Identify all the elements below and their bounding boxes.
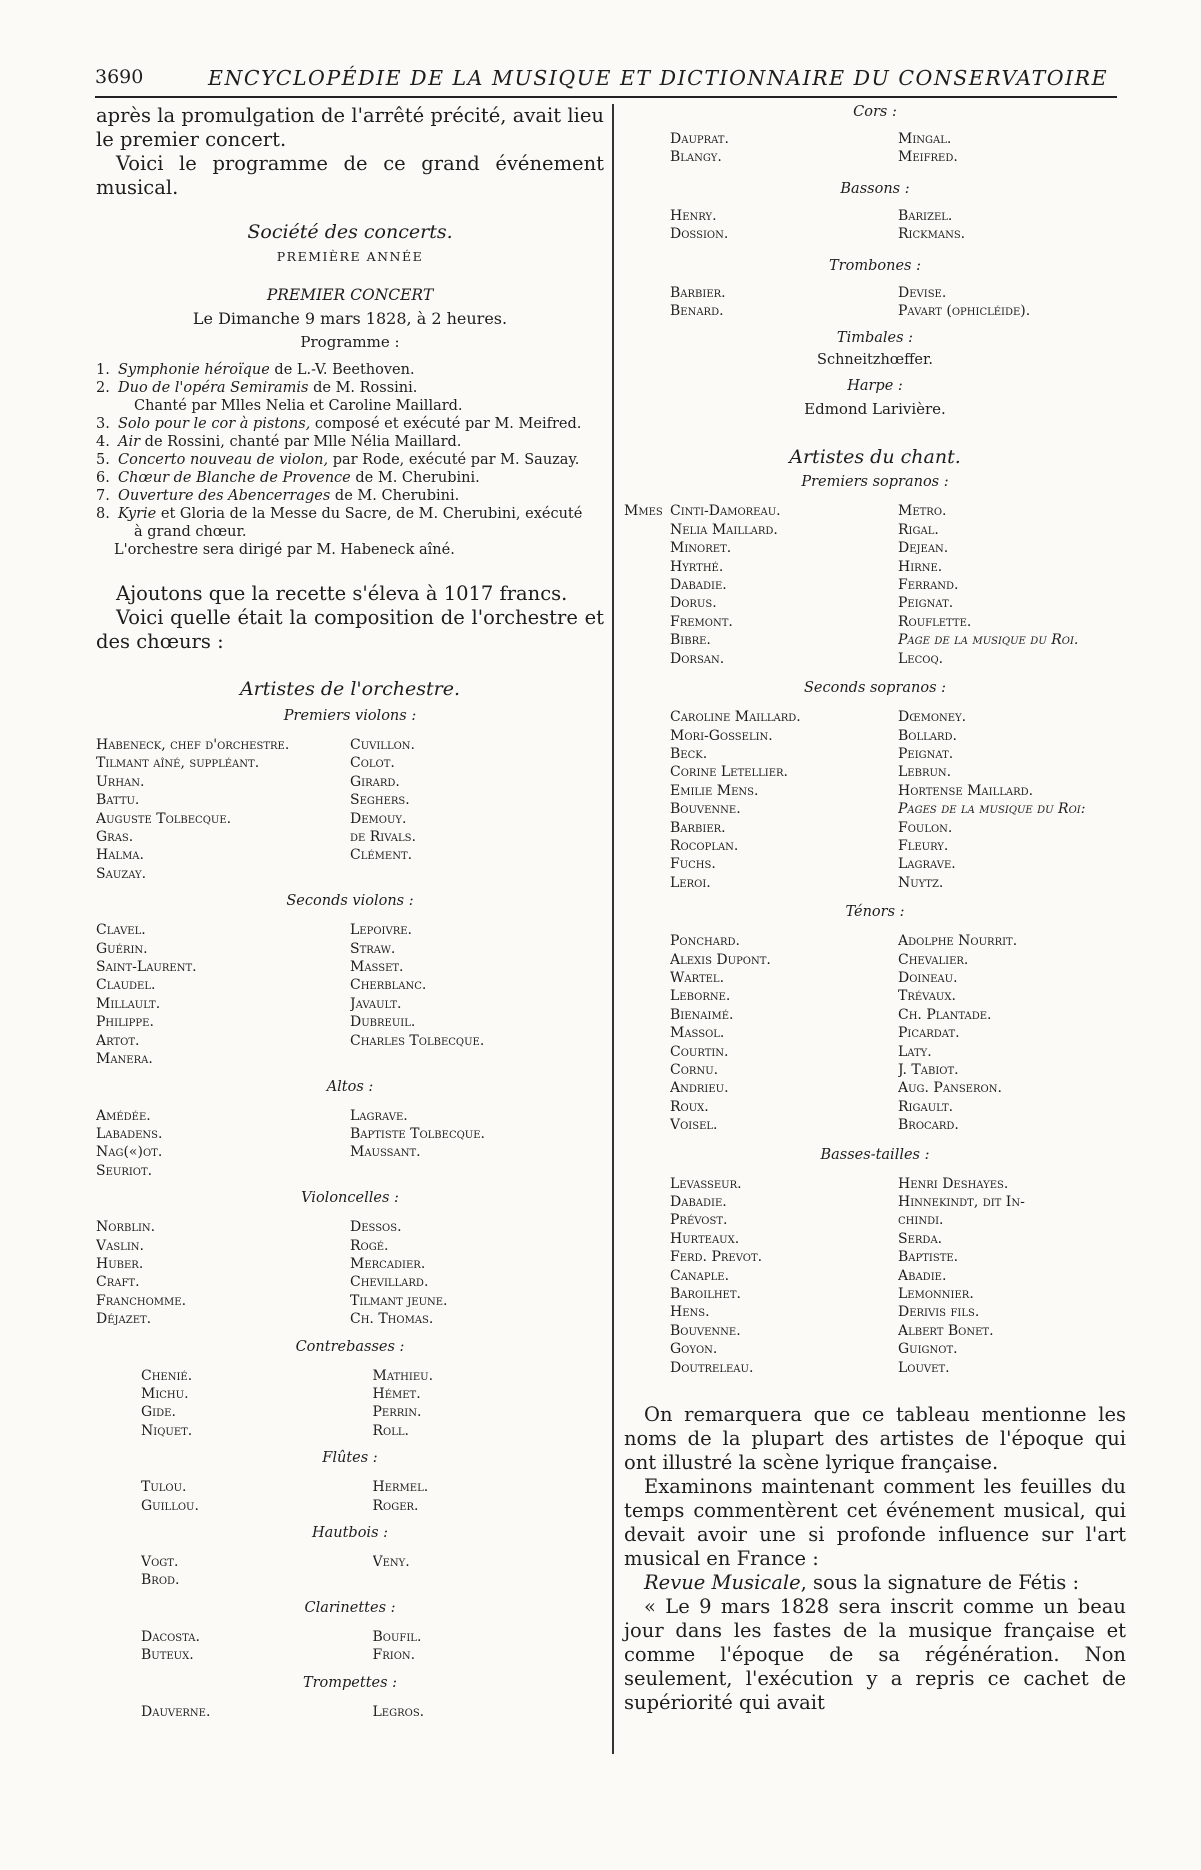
programme-number: 1. [96, 362, 110, 378]
name-grid [96, 1553, 604, 1590]
artist-name: Déjazet. [96, 1311, 152, 1328]
artist-name: Barbier. [670, 819, 726, 836]
artist-name: Leborne. [670, 988, 731, 1005]
chant-title: Artistes du chant. [789, 446, 961, 469]
programme-number: 2. [96, 380, 110, 396]
name-grid [96, 1628, 604, 1665]
artist-name: Masset. [350, 959, 404, 976]
artist-name: Dabadie. [670, 1194, 727, 1211]
name-grid [96, 1478, 604, 1515]
artist-name: Niquet. [141, 1422, 193, 1439]
artist-name: Ponchard. [670, 933, 740, 950]
artist-name: Brocard. [898, 1117, 959, 1134]
artist-name: Blangy. [670, 149, 722, 166]
artist-name: Roll. [372, 1422, 409, 1439]
artist-name: Guérin. [96, 940, 148, 957]
artist-name: Roger. [372, 1497, 419, 1514]
programme-number: 8. [96, 506, 110, 522]
artist-name: Prévost. [670, 1212, 728, 1229]
column-rule [612, 104, 614, 1754]
programme-details: de M. Cherubini. [330, 488, 460, 504]
after-paragraph-1: Ajoutons que la recette s'éleva à 1017 francs. [116, 582, 568, 605]
artist-name: Chevillard. [350, 1274, 429, 1291]
intro-paragraph-2: Voici le programme de ce grand événement musical. [96, 152, 604, 199]
intro-paragraph-1: après la promulgation de l'arrêté précité, avait lieu le premier concert. [96, 104, 604, 151]
artist-name: Henri Deshayes. [898, 1175, 1009, 1192]
section-label: Trombones : [829, 257, 921, 274]
section-label: Premiers sopranos : [801, 474, 949, 491]
artist-name: Hens. [670, 1304, 710, 1321]
name-grid [624, 130, 1126, 167]
section-label: Violoncelles : [301, 1190, 399, 1207]
artist-name: Amédée. [96, 1107, 151, 1124]
artist-name: Baptiste Tolbecque. [350, 1125, 485, 1142]
artist-name: Philippe. [96, 1014, 154, 1031]
artist-name: Doutreleau. [670, 1359, 754, 1376]
artist-name: Seuriot. [96, 1162, 153, 1179]
closing-paragraph [624, 1571, 1126, 1595]
artist-name: Bouvenne. [670, 1322, 741, 1339]
artist-name: Voisel. [670, 1117, 718, 1134]
artist-name: Buteux. [141, 1647, 194, 1664]
artist-name: Rocoplan. [670, 837, 739, 854]
artist-name: Gide. [141, 1404, 176, 1421]
name-grid [624, 708, 1126, 892]
name-grid [96, 1107, 604, 1181]
artist-name [350, 1050, 604, 1068]
section-label: Seconds sopranos : [803, 680, 947, 697]
artist-name: Serda. [898, 1230, 943, 1247]
artist-name: Derivis fils. [898, 1304, 980, 1321]
artist-name: Mingal. [898, 131, 952, 147]
artist-name: Barizel. [898, 207, 953, 224]
timbales-label: Timbales : [836, 330, 914, 347]
running-title: ENCYCLOPÉDIE DE LA MUSIQUE ET DICTIONNAIRE DU CONSERVATOIRE [208, 66, 1109, 90]
artist-name: Craft. [96, 1274, 140, 1291]
artist-name: Cinti-Damoreau. [670, 503, 781, 520]
programme-details: à grand chœur. [134, 524, 247, 540]
artist-name: Leroi. [670, 874, 711, 891]
conductor-line: L'orchestre sera dirigé par M. Habeneck aîné. [114, 542, 455, 558]
artist-name: Beck. [670, 745, 708, 762]
artist-name: Laty. [898, 1043, 932, 1060]
artist-name: Peignat. [898, 595, 954, 612]
concert-title: PREMIER CONCERT [266, 286, 434, 304]
artist-name: Picardat. [898, 1025, 960, 1042]
artist-name: Chevalier. [898, 951, 969, 968]
programme-work-title: Air [118, 434, 141, 450]
artist-name: Rigault. [898, 1098, 954, 1115]
programme-number: 3. [96, 416, 110, 432]
section-label: Trompettes : [302, 1674, 398, 1691]
harpe-label: Harpe : [847, 378, 903, 395]
artist-name: Battu. [96, 792, 140, 809]
artist-name: Brod. [141, 1572, 180, 1589]
closing-paragraph: Examinons maintenant comment les feuilles du temps commentèrent cet événement musical, qui devait avoir une si profonde influence sur l'art musical en France : [624, 1475, 1126, 1571]
name-grid [96, 1218, 604, 1328]
programme-details: de M. Rossini. [308, 380, 418, 396]
artist-name: Clément. [350, 847, 413, 864]
artist-name: Bollard. [898, 727, 957, 744]
artist-name: Sauzay. [96, 865, 147, 882]
programme-details: de M. Cherubini. [350, 470, 480, 486]
artist-name: Seghers. [350, 792, 410, 809]
artist-name: Chenié. [141, 1367, 193, 1384]
programme-details: par Rode, exécuté par M. Sauzay. [328, 452, 580, 468]
artist-name: Rickmans. [898, 226, 966, 243]
artist-name: Girard. [350, 773, 400, 790]
artist-name: Auguste Tolbecque. [96, 810, 232, 827]
programme-label: Programme : [300, 333, 400, 351]
programme-work-title: Duo de l'opéra Semiramis [118, 380, 309, 396]
artist-name: Fleury. [898, 837, 949, 854]
artist-name: Lemonnier. [898, 1286, 974, 1303]
artist-name: Legros. [372, 1703, 425, 1720]
programme-work-title: Concerto nouveau de violon, [118, 452, 329, 468]
artist-name [350, 1162, 604, 1180]
artist-name: Perrin. [372, 1404, 422, 1421]
artist-name: Michu. [141, 1385, 189, 1402]
artist-name: Trévaux. [898, 988, 956, 1005]
artist-name: Dessos. [350, 1219, 402, 1236]
artist-name: Caroline Maillard. [670, 709, 801, 726]
name-grid [624, 502, 1126, 668]
society-year: PREMIÈRE ANNÉE [276, 249, 424, 264]
artist-name: Foulon. [898, 819, 953, 836]
programme-number: 4. [96, 434, 110, 450]
artist-name: Tulou. [141, 1479, 187, 1496]
artist-name: Baptiste. [898, 1249, 959, 1266]
section-label: Flûtes : [322, 1450, 378, 1467]
artist-name: Massol. [670, 1025, 725, 1042]
concert-date: Le Dimanche 9 mars 1828, à 2 heures. [192, 309, 508, 328]
programme-item [96, 397, 604, 415]
artist-name: Dœmoney. [898, 709, 967, 726]
artist-name [350, 865, 604, 883]
artist-name: Vaslin. [96, 1237, 144, 1254]
artist-name: Fremont. [670, 613, 733, 630]
programme-number: 5. [96, 452, 110, 468]
artist-name: Hémet. [372, 1385, 421, 1402]
mesdames-prefix: Mmes [624, 503, 663, 520]
chant-sections [624, 474, 1126, 1377]
artist-name: Colot. [350, 755, 395, 772]
artist-name: Roux. [670, 1098, 709, 1115]
artist-name: Dauprat. [670, 131, 729, 147]
artist-name: Henry. [670, 207, 717, 224]
right-column [624, 104, 1126, 1715]
section-label: Cors : [853, 104, 897, 120]
artist-name: Lagrave. [350, 1107, 408, 1124]
artist-name: Emilie Mens. [670, 782, 759, 799]
artist-name: Hyrthé. [670, 558, 724, 575]
artist-name: Corine Letellier. [670, 764, 788, 781]
programme-item [96, 415, 604, 433]
artist-name: Bouvenne. [670, 801, 741, 818]
section-label: Ténors : [845, 904, 905, 921]
artist-name: Frion. [372, 1647, 416, 1664]
programme-work-title: Symphonie héroïque [118, 362, 270, 378]
section-label: Clarinettes : [304, 1599, 396, 1616]
journal-name: Revue Musicale [644, 1571, 801, 1595]
name-grid [624, 284, 1126, 321]
artist-name: Benard. [670, 303, 724, 320]
artist-name: Andrieu. [670, 1080, 729, 1097]
artist-name: Claudel. [96, 977, 156, 994]
closing-paragraph: « Le 9 mars 1828 sera inscrit comme un beau jour dans les fastes de la musique française et comme l'époque de sa régénération. Non seulement, l'exécution y a repris ce cachet de supériorité qui avait [624, 1595, 1126, 1715]
name-grid [96, 736, 604, 883]
name-grid [624, 932, 1126, 1134]
running-header [95, 62, 1117, 98]
artist-name: Nelia Maillard. [670, 521, 778, 538]
artist-name: Goyon. [670, 1341, 718, 1358]
after-paragraph-2: Voici quelle était la composition de l'orchestre et des chœurs : [96, 606, 604, 653]
artist-name: Courtin. [670, 1043, 729, 1060]
programme-number: 7. [96, 488, 110, 504]
section-label: Altos : [326, 1078, 374, 1095]
artist-name: Dossion. [670, 226, 729, 243]
artist-name: Doineau. [898, 969, 958, 986]
artist-name: Nag(«)ot. [96, 1144, 163, 1161]
programme-work-title: Chœur de Blanche de Provence [118, 470, 351, 486]
artist-name: Rogé. [350, 1237, 389, 1254]
programme-item [96, 523, 604, 541]
artist-name: Gras. [96, 829, 134, 846]
artist-name: Alexis Dupont. [670, 951, 771, 968]
orchestra-sections [96, 708, 604, 1721]
artist-name: Levasseur. [670, 1175, 742, 1192]
name-grid [96, 1703, 604, 1721]
artist-name: Page de la musique du Roi. [898, 632, 1079, 649]
artist-name: Hirne. [898, 558, 943, 575]
programme-number: 6. [96, 470, 110, 486]
programme-work-title: Ouverture des Abencerrages [118, 488, 331, 504]
society-title: Société des concerts. [247, 221, 453, 243]
programme-details: et Gloria de la Messe du Sacre, de M. Cherubini, exécuté [156, 506, 583, 522]
artist-name: Meifred. [898, 149, 958, 166]
artist-name: Hortense Maillard. [898, 782, 1034, 799]
artist-name: Boufil. [372, 1628, 422, 1645]
artist-name: Lagrave. [898, 856, 956, 873]
artist-name: de Rivals. [350, 829, 416, 846]
artist-name: Mercadier. [350, 1255, 426, 1272]
programme-item [96, 433, 604, 451]
artist-name: Mathieu. [372, 1367, 434, 1384]
programme-item [96, 469, 604, 487]
artist-name: Cuvillon. [350, 737, 415, 753]
artist-name: Guillou. [141, 1497, 199, 1514]
orchestra-sections-continued [624, 104, 1126, 320]
artist-name: Dacosta. [141, 1628, 200, 1645]
timbales-name: Schneitzhœffer. [817, 352, 933, 369]
programme-details: de Rossini, chanté par Mlle Nélia Maillard. [140, 434, 462, 450]
artist-name: Dorsan. [670, 650, 725, 667]
artist-name: Manera. [96, 1051, 153, 1068]
programme-details: composé et exécuté par M. Meifred. [310, 416, 582, 432]
section-label: Seconds violons : [286, 893, 414, 910]
name-grid [96, 1367, 604, 1441]
name-grid [96, 921, 604, 1068]
artist-name: Ferrand. [898, 577, 959, 594]
artist-name: Ch. Plantade. [898, 1006, 992, 1023]
closing-paragraph: On remarquera que ce tableau mentionne les noms de la plupart des artistes de l'époque qui ont illustré la scène lyrique française. [624, 1403, 1126, 1475]
artist-name: Pavart (ophicléide). [898, 303, 1031, 320]
artist-name: Louvet. [898, 1359, 950, 1376]
section-label: Basses-tailles : [820, 1146, 930, 1163]
programme-item [96, 505, 604, 523]
artist-name: Hinnekindt, dit In- [898, 1194, 1025, 1211]
artist-name: Cornu. [670, 1062, 719, 1078]
artist-name: Lecoq. [898, 650, 944, 667]
artist-name: Demouy. [350, 810, 407, 827]
artist-name: Adolphe Nourrit. [898, 933, 1018, 950]
artist-name: Peignat. [898, 745, 954, 762]
programme-item [96, 379, 604, 397]
artist-name: Artot. [96, 1032, 140, 1049]
artist-name: Norblin. [96, 1219, 156, 1236]
journal-attribution: , sous la signature de Fétis : [800, 1571, 1080, 1595]
artist-name: Dauverne. [141, 1703, 211, 1720]
artist-name: chindi. [898, 1212, 944, 1229]
artist-name: Wartel. [670, 969, 725, 986]
artist-name: Rouflette. [898, 613, 972, 630]
programme-item [96, 361, 604, 379]
artist-name: Mori-Gosselin. [670, 727, 773, 744]
artist-name: Saint-Laurent. [96, 959, 197, 976]
artist-name: Guignot. [898, 1341, 958, 1358]
artist-name: Vogt. [141, 1554, 179, 1570]
artist-name: Bibre. [670, 632, 711, 649]
artist-name: Aug. Panseron. [898, 1080, 1002, 1097]
artist-name: Maussant. [350, 1144, 421, 1161]
name-grid [624, 207, 1126, 244]
artist-name: Tilmant aîné, suppléant. [96, 755, 260, 772]
artist-name: Veny. [372, 1554, 410, 1570]
left-column [96, 104, 604, 1721]
artist-name: Hermel. [372, 1479, 429, 1496]
artist-name: Devise. [898, 284, 947, 301]
section-label: Bassons : [840, 180, 910, 197]
artist-name: Halma. [96, 847, 144, 864]
artist-name: Charles Tolbecque. [350, 1032, 485, 1049]
artist-name: J. Tabiot. [898, 1062, 959, 1078]
artist-name: Ch. Thomas. [350, 1311, 434, 1328]
section-label: Premiers violons : [283, 708, 417, 724]
programme-details: de L.-V. Beethoven. [269, 362, 415, 378]
artist-name: Dorus. [670, 595, 717, 612]
artist-name: Fuchs. [670, 856, 716, 873]
artist-name: Ferd. Prevot. [670, 1249, 763, 1266]
artist-name: Dubreuil. [350, 1014, 416, 1031]
artist-name: Minoret. [670, 540, 732, 557]
artist-name: Albert Bonet. [898, 1322, 994, 1339]
artist-name: Javault. [350, 995, 402, 1012]
artist-name: Straw. [350, 940, 396, 957]
harpe-name: Edmond Larivière. [804, 400, 946, 419]
artist-name: Lebrun. [898, 764, 952, 781]
artist-name: Canaple. [670, 1267, 730, 1284]
artist-name: Dejean. [898, 540, 949, 557]
artist-name: Clavel. [96, 922, 146, 939]
orchestra-title: Artistes de l'orchestre. [239, 678, 461, 700]
artist-name: Lepoivre. [350, 922, 412, 939]
artist-name: Rigal. [898, 521, 939, 538]
artist-name: Labadens. [96, 1125, 163, 1142]
artist-name: Metro. [898, 503, 947, 520]
artist-name: Baroilhet. [670, 1286, 741, 1303]
artist-name [373, 1571, 605, 1589]
artist-name: Pages de la musique du Roi: [898, 801, 1086, 818]
artist-name: Franchomme. [96, 1292, 187, 1309]
artist-name: Barbier. [670, 284, 726, 301]
artist-name: Habeneck, chef d'orchestre. [96, 737, 290, 753]
artist-name: Urhan. [96, 773, 145, 790]
page-number: 3690 [95, 66, 144, 88]
artist-name: Cherblanc. [350, 977, 427, 994]
artist-name: Huber. [96, 1255, 144, 1272]
artist-name: Tilmant jeune. [350, 1292, 448, 1309]
artist-name: Millault. [96, 995, 161, 1012]
programme-list [96, 361, 604, 541]
programme-work-title: Solo pour le cor à pistons, [118, 416, 311, 432]
programme-details: Chanté par Mlles Nelia et Caroline Maillard. [134, 398, 463, 414]
artist-name: Nuytz. [898, 874, 944, 891]
closing-text [624, 1403, 1126, 1715]
programme-work-title: Kyrie [118, 506, 157, 522]
artist-name: Bienaimé. [670, 1006, 734, 1023]
section-label: Contrebasses : [295, 1338, 405, 1355]
artist-name: Dabadie. [670, 577, 727, 594]
programme-item [96, 487, 604, 505]
section-label: Hautbois : [311, 1525, 389, 1541]
artist-name: Hurteaux. [670, 1230, 740, 1247]
programme-item [96, 451, 604, 469]
artist-name: Abadie. [898, 1267, 947, 1284]
name-grid [624, 1175, 1126, 1377]
